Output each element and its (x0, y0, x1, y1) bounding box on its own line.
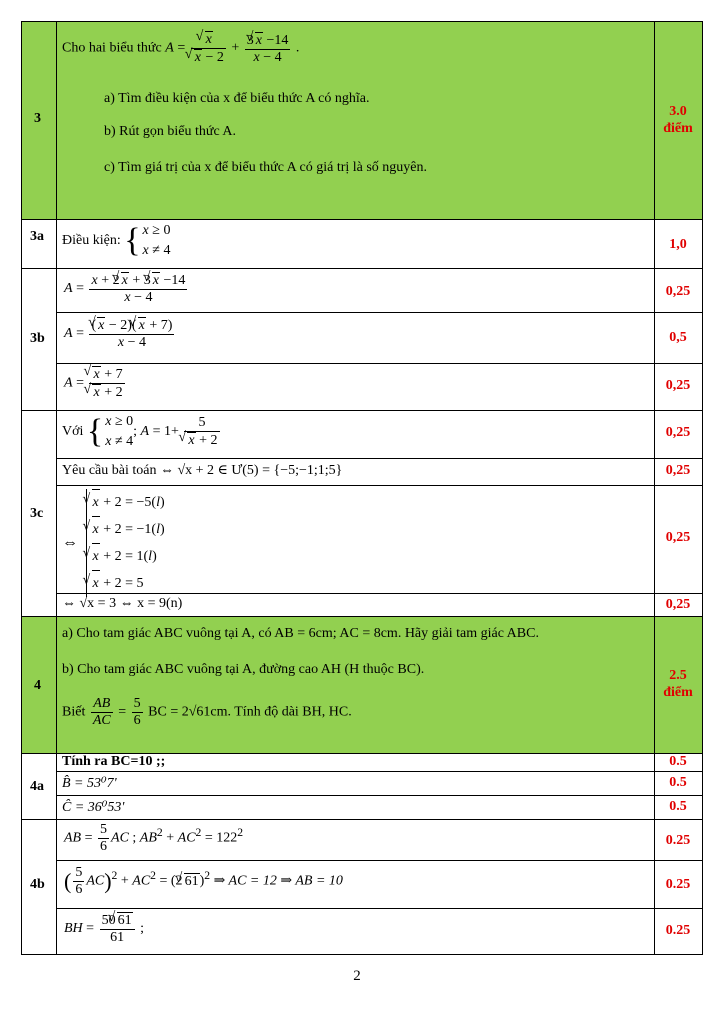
q3c-score-4: 0,25 (665, 597, 691, 612)
q4b-step-2: ( $\frac{5}{6}$ $AC)^2 + AC^2 = (2√$ 61)$^2$ ⇒ AC = 12 ⇒ AB = 10 (64, 865, 343, 898)
q3b-step-2: A = $\frac{(√ x - 2)(√ x + 7)}{x - 4}$ (64, 317, 176, 351)
q4-score: 2.5 điểm (663, 668, 693, 700)
q4-label: 4 (34, 678, 41, 693)
q3b-label: 3b (30, 331, 45, 346)
q4b-score-2: 0.25 (665, 877, 691, 892)
q3c-step-3: ⇔ √ x + 2 = −5(l) √ x + 2 = −1(l) √ x + 2 = 1(l) √ x + 2 = 5 (62, 489, 165, 597)
q3a-label: 3a (30, 229, 44, 244)
q3b-score-1: 0,25 (665, 284, 691, 299)
q4-part-b: b) Cho tam giác ABC vuông tại A, đường cao AH (H thuộc BC). (62, 662, 425, 677)
q3c-score-3: 0,25 (665, 530, 691, 545)
q3a-condition: Điều kiện: { x ≥ 0 x ≠ 4 (62, 222, 171, 259)
q3-score: 3.0 điểm (663, 104, 693, 136)
q3a-score: 1,0 (669, 237, 687, 252)
q3-item-b: b) Rút gọn biểu thức A. (104, 124, 237, 139)
q4b-score-3: 0.25 (665, 923, 691, 938)
q4-part-a: a) Cho tam giác ABC vuông tại A, có AB = 6cm; AC = 8cm. Hãy giải tam giác ABC. (62, 626, 539, 641)
q4a-step-1: Tính ra BC=10 ;; (62, 754, 166, 769)
q3-label: 3 (34, 111, 41, 126)
q3c-label: 3c (30, 506, 44, 521)
q3c-score-2: 0,25 (665, 463, 691, 478)
q4a-score-2: 0.5 (669, 775, 687, 790)
q3-expression: Cho hai biểu thức A = √ x √ x − 2 + $\frac{3√ x -14}{x - 4}$ . (62, 31, 299, 66)
q4-given: Biết (62, 704, 86, 720)
q3c-step-1: Với { x ≥ 0 x ≠ 4; A = 1+ 5 √ x + 2 (62, 412, 222, 452)
answer-table (21, 21, 703, 955)
q4a-row-3 (56, 795, 702, 819)
q3c-step-4: ⇔ √x = 3 ⇔ x = 9(n) (62, 596, 183, 611)
q3-item-a: a) Tìm điều kiện của x để biểu thức A có nghĩa. (104, 91, 370, 106)
q4a-step-2: B̂ = 53⁰7' (62, 776, 117, 791)
score-column-divider (654, 21, 655, 955)
q3a-text: Điều kiện: (62, 233, 121, 248)
q4a-label: 4a (30, 779, 44, 794)
q4b-step-1: AB = $\frac{5}{6}$ AC ; $AB^2 + AC^2 = 122^2$ (64, 822, 244, 854)
q4b-result: ⇒ AC = 12 ⇒ AB = 10 (213, 873, 343, 889)
q3-intro: Cho hai biểu thức (62, 40, 162, 56)
q4a-score-3: 0.5 (669, 799, 687, 814)
q3-item-c: c) Tìm giá trị của x để biểu thức A có giá trị là số nguyên. (104, 160, 428, 175)
q3c-with: Với (62, 424, 84, 439)
q3b-score-3: 0,25 (665, 378, 691, 393)
q4b-score-1: 0.25 (665, 833, 691, 848)
q4b-row-3 (56, 908, 702, 955)
q4-given-rest: BC = 2√61cm. Tính độ dài BH, HC. (148, 704, 352, 720)
page-number: 2 (353, 968, 361, 984)
q4b-step-3: BH = $\frac{50√ 61}{61}$ ; (64, 912, 144, 946)
q3c-score-1: 0,25 (665, 425, 691, 440)
q4a-step-3: Ĉ = 36⁰53' (62, 800, 125, 815)
q3b-step-3: A = √ x + 7 √ x + 2 (64, 366, 127, 401)
q3b-score-2: 0,5 (669, 330, 687, 345)
q4a-score-1: 0.5 (669, 754, 687, 769)
q3b-step-1: A = $\frac{x + 2√ x + 3√ x -14}{x - 4}$ (64, 272, 189, 306)
q3b-row-3 (56, 363, 702, 410)
q4b-label: 4b (30, 877, 45, 892)
q4-part-c: Biết $\frac{AB}{AC}$ = $\frac{5}{6}$ BC = 2√61cm. Tính độ dài BH, HC. (62, 696, 352, 728)
q4a-row-2 (56, 771, 702, 795)
q3c-step-2: Yêu cầu bài toán ⇔ √x + 2 ∈ Ư(5) = {−5;−1;1;5} (62, 463, 343, 478)
label-column-divider (56, 21, 57, 955)
